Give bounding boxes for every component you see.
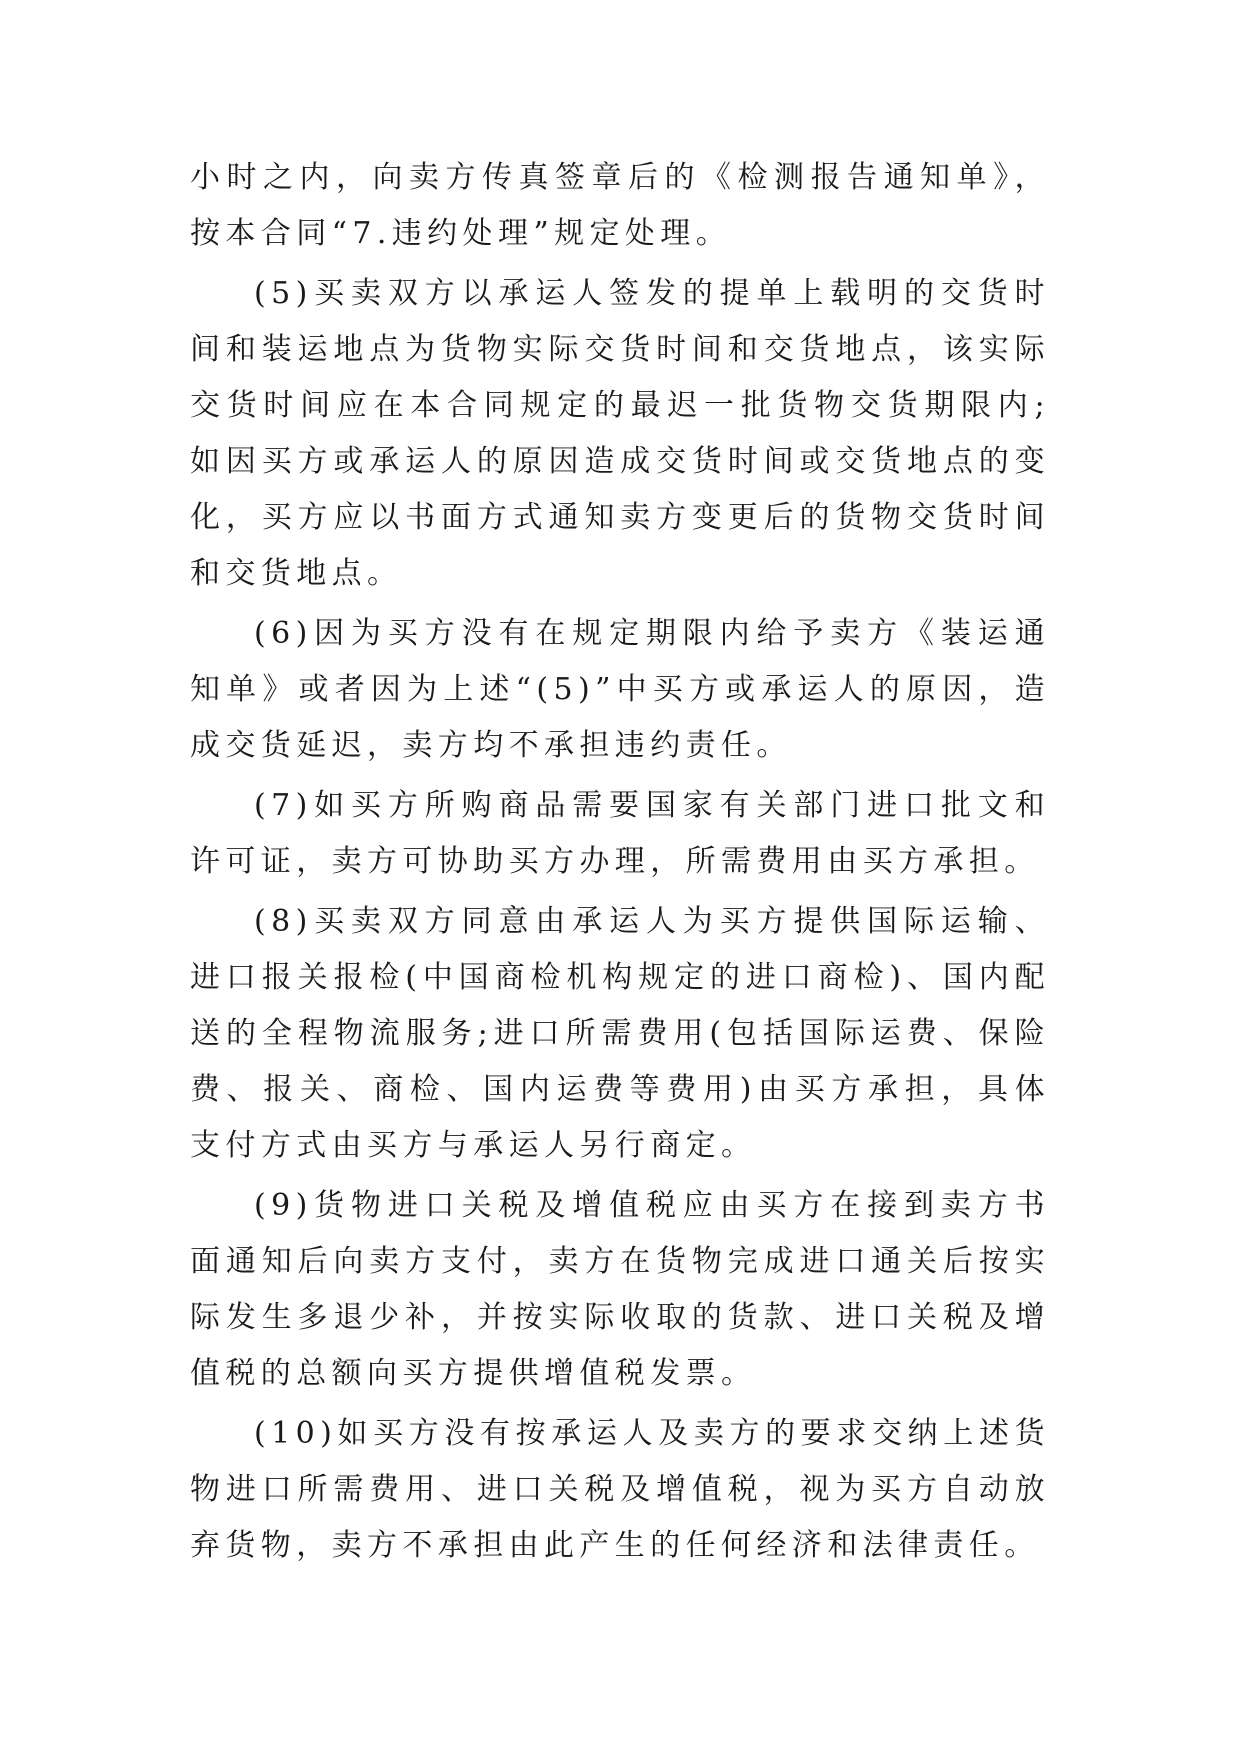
paragraph-clause-10: (10)如买方没有按承运人及卖方的要求交纳上述货物进口所需费用、进口关税及增值税，视为买方自动放弃货物，卖方不承担由此产生的任何经济和法律责任。 bbox=[190, 1416, 1050, 1563]
paragraph-clause-5: (5)买卖双方以承运人签发的提单上载明的交货时间和装运地点为货物实际交货时间和交货地点，该实际交货时间应在本合同规定的最迟一批货物交货期限内;如因买方或承运人的原因造成交货时间或交货地点的变化，买方应以书面方式通知卖方变更后的货物交货时间和交货地点。 bbox=[190, 276, 1050, 591]
document-body bbox=[190, 150, 1050, 1578]
paragraph-clause-8: (8)买卖双方同意由承运人为买方提供国际运输、进口报关报检(中国商检机构规定的进口商检)、国内配送的全程物流服务;进口所需费用(包括国际运费、保险费、报关、商检、国内运费等费用)由买方承担，具体支付方式由买方与承运人另行商定。 bbox=[190, 904, 1050, 1163]
paragraph-clause-7: (7)如买方所购商品需要国家有关部门进口批文和许可证，卖方可协助买方办理，所需费用由买方承担。 bbox=[190, 788, 1050, 879]
paragraph-clause-6: (6)因为买方没有在规定期限内给予卖方《装运通知单》或者因为上述“(5)”中买方或承运人的原因，造成交货延迟，卖方均不承担违约责任。 bbox=[190, 616, 1050, 763]
paragraph-clause-9: (9)货物进口关税及增值税应由买方在接到卖方书面通知后向卖方支付，卖方在货物完成进口通关后按实际发生多退少补，并按实际收取的货款、进口关税及增值税的总额向买方提供增值税发票。 bbox=[190, 1188, 1050, 1391]
paragraph-continuation: 小时之内，向卖方传真签章后的《检测报告通知单》，按本合同“7.违约处理”规定处理。 bbox=[190, 160, 1050, 251]
